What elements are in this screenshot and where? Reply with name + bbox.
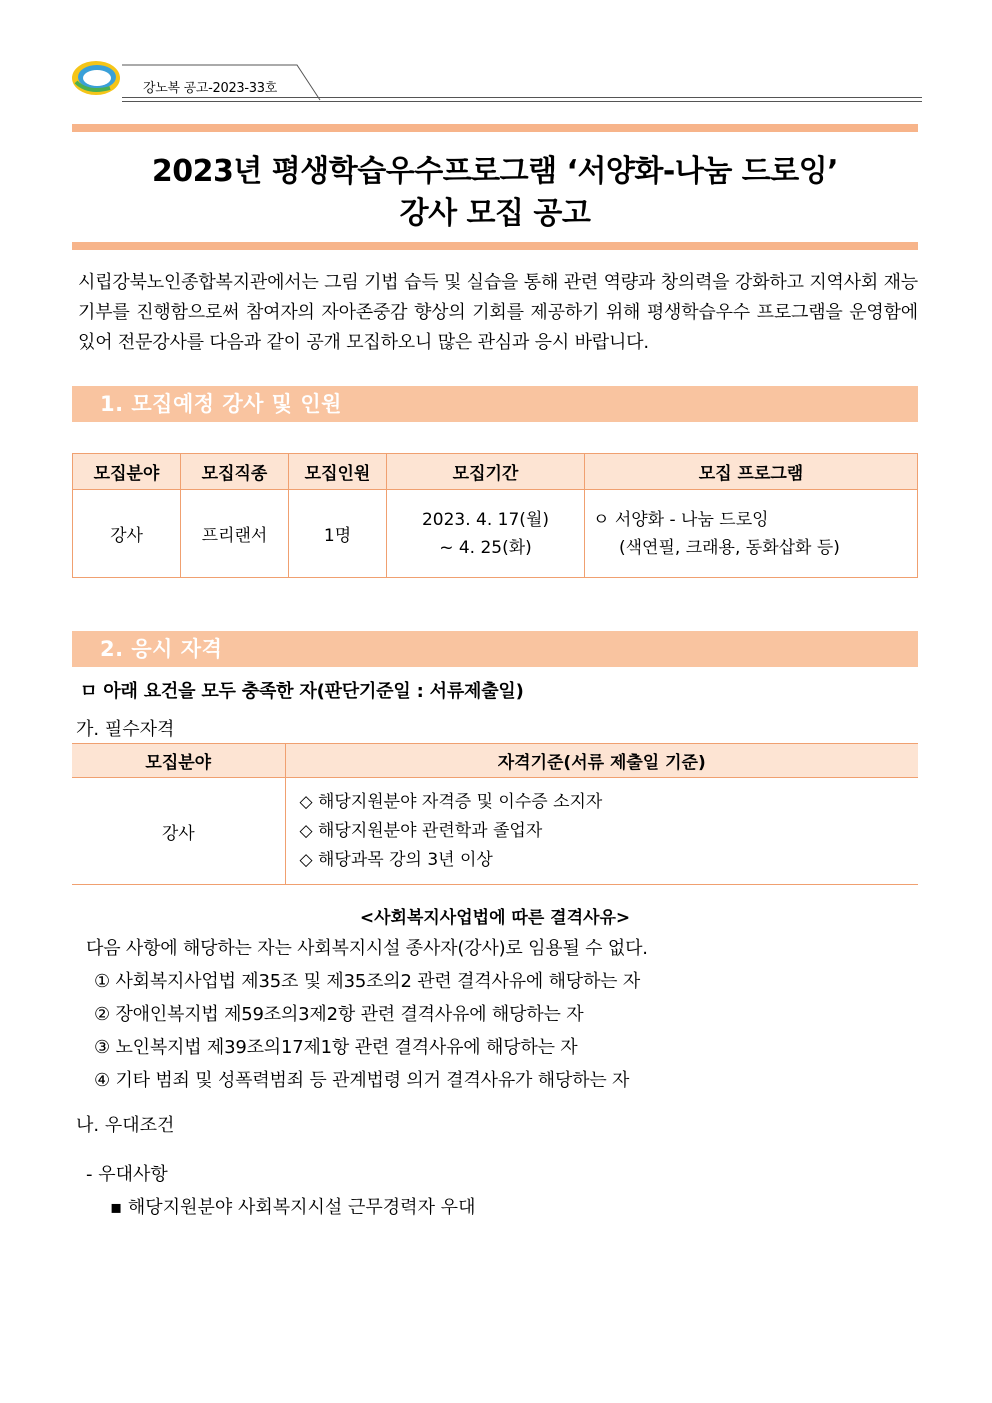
cell-count: 1명 — [289, 490, 387, 578]
recruitment-table — [72, 453, 918, 578]
list-item: ③ 노인복지법 제39조의17제1항 관련 결격사유에 해당하는 자 — [94, 1037, 578, 1058]
preference-item: ▪ 해당지원분야 사회복지시설 근무경력자 우대 — [110, 1197, 476, 1218]
list-item: ① 사회복지사업법 제35조 및 제35조의2 관련 결격사유에 해당하는 자 — [94, 971, 641, 992]
disqualification-list — [94, 965, 640, 1097]
cell-field: 강사 — [72, 778, 285, 885]
qualification-table — [72, 743, 918, 885]
list-item: ④ 기타 범죄 및 성폭력범죄 등 관계법령 의거 결격사유가 해당하는 자 — [94, 1070, 630, 1091]
table-header-row — [72, 744, 918, 778]
header-rule — [122, 101, 922, 102]
title-line-2: 강사 모집 공고 — [399, 196, 591, 231]
header-program: 모집 프로그램 — [585, 454, 918, 490]
sub-heading-preferred: 나. 우대조건 — [76, 1115, 175, 1136]
table-row — [73, 490, 918, 578]
cell-field: 강사 — [73, 490, 181, 578]
cell-job: 프리랜서 — [181, 490, 289, 578]
requirement-heading: ㅁ 아래 요건을 모두 충족한 자(판단기준일 : 서류제출일) — [80, 681, 524, 702]
header-criteria: 자격기준(서류 제출일 기준) — [285, 744, 918, 778]
disqualification-title: <사회복지사업법에 따른 결격사유> — [359, 908, 631, 928]
cell-criteria — [285, 778, 918, 885]
program-detail: (색연필, 크래용, 동화삽화 등) — [619, 537, 840, 558]
title-band-top — [72, 124, 918, 132]
program-name: ㅇ 서양화 - 나눔 드로잉 — [593, 509, 769, 530]
header-job: 모집직종 — [181, 454, 289, 490]
table-header-row — [73, 454, 918, 490]
section-2-heading: 2. 응시 자격 — [72, 631, 918, 667]
period-end: ~ 4. 25(화) — [439, 537, 532, 558]
sub-heading-required: 가. 필수자격 — [76, 719, 175, 740]
title-line-1: 2023년 평생학습우수프로그램 ‘서양화-나눔 드로잉’ — [151, 154, 839, 189]
header-count: 모집인원 — [289, 454, 387, 490]
cell-program — [585, 490, 918, 578]
disqualification-intro: 다음 사항에 해당하는 자는 사회복지시설 종사자(강사)로 임용될 수 없다. — [86, 938, 648, 959]
list-item: ② 장애인복지법 제59조의3제2항 관련 결격사유에 해당하는 자 — [94, 1004, 584, 1025]
cell-period — [387, 490, 585, 578]
document-number: 강노복 공고-2023-33호 — [143, 81, 277, 96]
period-start: 2023. 4. 17(월) — [421, 509, 549, 530]
intro-paragraph: 시립강북노인종합복지관에서는 그림 기법 습득 및 실습을 통해 관련 역량과 창의력을 강화하고 지역사회 재능기부를 진행함으로써 참여자의 자아존중감 향상의 기회를 제공하기 위해 평생학습우수 프로그램을 운영함에 있어 전문강사를 다음과 같이 공개 모집하오니 많은 관심과 응시 바랍니다. — [78, 272, 918, 353]
header-period: 모집기간 — [387, 454, 585, 490]
criteria-item: ◇ 해당과목 강의 3년 이상 — [299, 849, 493, 870]
criteria-item: ◇ 해당지원분야 관련학과 졸업자 — [299, 820, 543, 841]
header-rule — [122, 97, 922, 98]
header-field: 모집분야 — [72, 744, 285, 778]
header-field: 모집분야 — [73, 454, 181, 490]
preference-heading: - 우대사항 — [86, 1164, 168, 1185]
organization-logo — [70, 58, 122, 98]
table-row — [72, 778, 918, 885]
criteria-item: ◇ 해당지원분야 자격증 및 이수증 소지자 — [299, 791, 603, 812]
section-1-heading: 1. 모집예정 강사 및 인원 — [72, 386, 918, 422]
title-band-bottom — [72, 242, 918, 250]
